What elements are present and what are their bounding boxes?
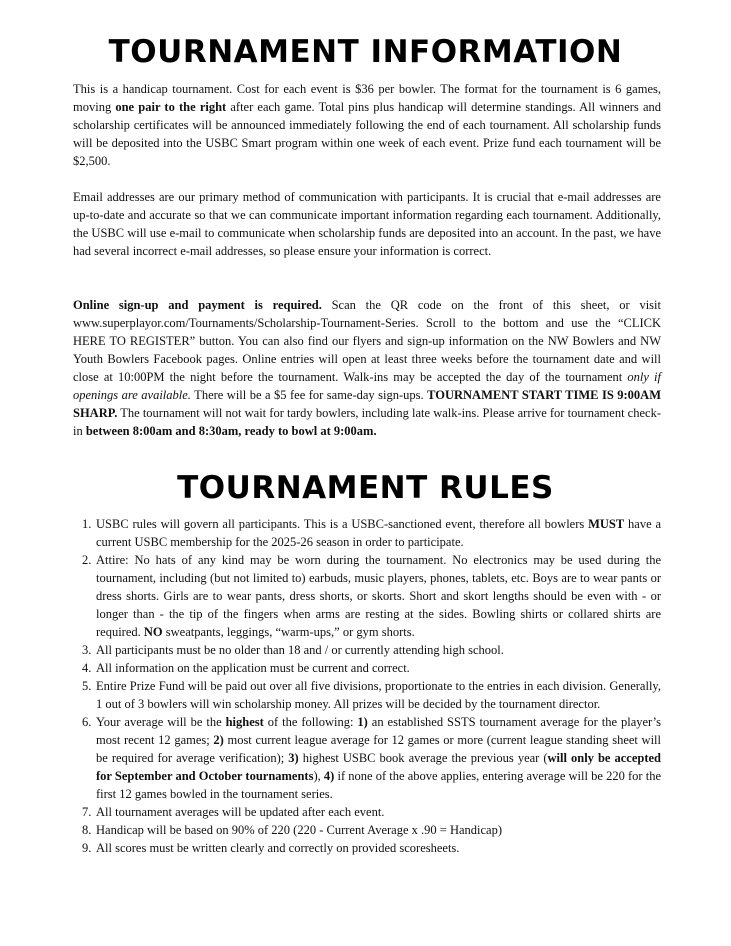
text-span: The tournament will not wait for tardy bowlers, including late walk-ins. Please arrive for tournament check-in xyxy=(73,406,661,438)
text-span: have a current USBC membership for the 2025-26 season in order to participate. xyxy=(96,517,661,549)
rule-number: 4. xyxy=(82,661,92,675)
tournament-information-heading: TOURNAMENT INFORMATION xyxy=(108,34,623,70)
text-span: an established SSTS tournament average for the player’s most recent 12 games; xyxy=(96,715,662,747)
text-span: This is a handicap tournament. Cost for each event is $36 per bowler. The format for the tournament is 6 games, moving xyxy=(73,82,661,114)
italic-text: only if openings are available. xyxy=(73,370,661,402)
text-span: Handicap will be based on 90% of 220 (220 - Current Average x .90 = Handicap) xyxy=(96,823,503,837)
rule-number: 2. xyxy=(82,553,92,567)
rule-number: 3. xyxy=(82,643,92,657)
text-span: USBC rules will govern all participants. This is a USBC-sanctioned event, therefore all bowlers xyxy=(96,517,589,531)
rule-item xyxy=(82,659,661,677)
rule-item xyxy=(82,839,661,857)
text-span: most current league average for 12 games or more (current league standing sheet will be required for average verification); xyxy=(96,733,661,765)
text-span: sweatpants, leggings, “warm-ups,” or gym shorts. xyxy=(162,625,415,639)
text-span: All tournament averages will be updated after each event. xyxy=(96,805,385,819)
signup-paragraph xyxy=(73,296,661,440)
rule-number: 1. xyxy=(82,517,92,531)
rule-item xyxy=(82,551,661,641)
rule-number: 7. xyxy=(82,805,92,819)
rule-number: 9. xyxy=(82,841,92,855)
tournament-rules-heading: TOURNAMENT RULES xyxy=(177,470,554,506)
bold-text: MUST xyxy=(588,517,625,531)
text-span: Attire: No hats of any kind may be worn during the tournament. No electronics may be used during the tournament, including (but not limited to) earbuds, music players, phones, tablets, etc. Boys are to wear pants or dress shorts. Girls are to wear pants, dress shorts, or skorts. Short and skort lengths should be even with - or longer than - the tip of the fingers when arms are resting at the sides. Bowling shirts or collared shirts are required. xyxy=(96,553,661,639)
rules-list xyxy=(73,515,661,857)
text-span: highest USBC book average the previous year ( xyxy=(298,751,548,765)
rule-item xyxy=(82,803,661,821)
intro-paragraph xyxy=(73,80,661,170)
text-span: Scan the QR code on the front of this sheet, or visit www.superplayor.com/Tournaments/Scholarship-Tournament-Series. Scroll to the bottom and use the “CLICK HERE TO REGISTER” button. You can also find our flyers and sign-up information on the NW Bowlers and NW Youth Bowlers Facebook pages. Online entries will open at least three weeks before the tournament date and will close at 10:00PM the night before the tournament. Walk-ins may be accepted the day of the tournament xyxy=(73,298,661,384)
rule-item xyxy=(82,821,661,839)
bold-text: 3) xyxy=(288,751,299,765)
rule-item xyxy=(82,641,661,659)
bold-text: 4) xyxy=(323,769,335,783)
bold-text: NO xyxy=(143,625,163,639)
rule-item xyxy=(82,677,661,713)
rule-number: 6. xyxy=(82,715,92,729)
text-span: ), xyxy=(313,769,324,783)
text-span: after each game. Total pins plus handicap will determine standings. All winners and scholarship certificates will be announced immediately following the end of each tournament. All scholarship funds will be deposited into the USBC Smart program within one week of each event. Prize fund each tournament will be $2,500. xyxy=(73,100,661,168)
bold-text: 2) xyxy=(213,733,224,747)
text-span: Entire Prize Fund will be paid out over all five divisions, proportionate to the entries in each division. Generally, 1 out of 3 bowlers will win scholarship money. All prizes will be decided by the tournament director. xyxy=(96,679,661,711)
rule-number: 5. xyxy=(82,679,92,693)
bold-text: will only be accepted for September and October tournaments xyxy=(96,751,661,783)
rule-number: 8. xyxy=(82,823,92,837)
bold-text: between 8:00am and 8:30am, ready to bowl at 9:00am. xyxy=(85,424,377,438)
text-span: There will be a $5 fee for same-day sign-ups. xyxy=(190,388,428,402)
text-span: All participants must be no older than 18 and / or currently attending high school. xyxy=(96,643,504,657)
email-paragraph: Email addresses are our primary method of communication with participants. It is crucial that e-mail addresses are up-to-date and accurate so that we can communicate important information regarding each tournament. Additionally, the USBC will use e-mail to communicate when scholarship funds are deposited into an account. In the past, we have had several incorrect e-mail addresses, so please ensure your information is correct. xyxy=(73,190,661,258)
rule-item xyxy=(82,713,662,803)
bold-text: TOURNAMENT START TIME IS 9:00AM SHARP. xyxy=(73,388,661,420)
text-span: All scores must be written clearly and correctly on provided scoresheets. xyxy=(96,841,460,855)
bold-text: highest xyxy=(225,715,264,729)
bold-text: 1) xyxy=(357,715,368,729)
bold-text: Online sign-up and payment is required. xyxy=(73,298,322,312)
rule-item xyxy=(82,515,661,551)
bold-text: one pair to the right xyxy=(115,100,227,114)
text-span: Your average will be the xyxy=(96,715,226,729)
text-span: if none of the above applies, entering average will be 220 for the first 12 games bowled in the tournament series. xyxy=(96,769,661,801)
text-span: of the following: xyxy=(263,715,358,729)
text-span: All information on the application must be current and correct. xyxy=(96,661,410,675)
